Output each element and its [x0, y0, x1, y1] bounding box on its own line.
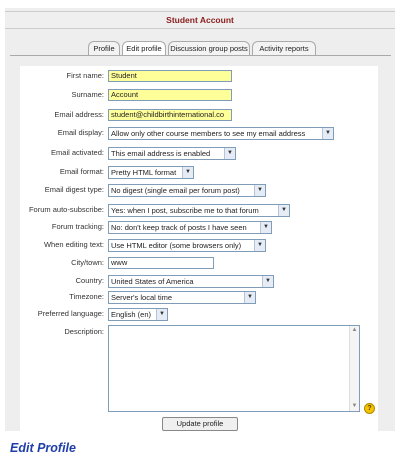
- timezone-select[interactable]: [108, 291, 256, 304]
- editing-select[interactable]: [108, 239, 266, 252]
- row-email-format: [0, 165, 401, 179]
- digest-select[interactable]: [108, 184, 266, 197]
- email-format-value: Pretty HTML format: [111, 168, 177, 177]
- digest-value: No digest (single email per forum post): [111, 186, 240, 195]
- tracking-select[interactable]: [108, 221, 272, 234]
- page-caption: Edit Profile: [10, 441, 76, 455]
- scroll-up-icon[interactable]: ▲: [351, 327, 358, 333]
- row-timezone: [0, 290, 401, 304]
- chevron-down-icon: ▼: [224, 148, 235, 159]
- email-display-label: Email display:: [57, 128, 104, 137]
- email-format-select[interactable]: [108, 166, 194, 179]
- row-digest: [0, 183, 401, 197]
- row-first-name: [0, 69, 401, 83]
- chevron-down-icon: ▼: [260, 222, 271, 233]
- chevron-down-icon: ▼: [182, 167, 193, 178]
- auto-subscribe-value: Yes: when I post, subscribe me to that forum: [111, 206, 259, 215]
- first-name-field[interactable]: Student: [108, 70, 232, 82]
- timezone-value: Server's local time: [111, 293, 173, 302]
- editing-label: When editing text:: [43, 240, 104, 249]
- digest-label: Email digest type:: [44, 185, 104, 194]
- help-icon[interactable]: ?: [364, 403, 375, 414]
- email-field[interactable]: student@childbirthinternational.co: [108, 109, 232, 121]
- first-name-label: First name:: [66, 71, 104, 80]
- chevron-down-icon: ▼: [278, 205, 289, 216]
- update-profile-button[interactable]: Update profile: [162, 417, 238, 431]
- chevron-down-icon: ▼: [254, 240, 265, 251]
- country-label: Country:: [75, 276, 104, 285]
- description-textarea[interactable]: [108, 325, 360, 412]
- page-title: Student Account: [5, 11, 395, 29]
- tab-profile[interactable]: Profile: [88, 41, 120, 55]
- email-activated-label: Email activated:: [51, 148, 104, 157]
- chevron-down-icon: ▼: [254, 185, 265, 196]
- city-field[interactable]: www: [108, 257, 214, 269]
- row-country: [0, 274, 401, 288]
- editing-value: Use HTML editor (some browsers only): [111, 241, 242, 250]
- tab-divider: [10, 55, 391, 56]
- description-scrollbar[interactable]: [349, 326, 359, 411]
- scroll-down-icon[interactable]: ▼: [351, 403, 358, 409]
- description-label: Description:: [64, 327, 104, 336]
- language-select[interactable]: [108, 308, 168, 321]
- tab-discussion-group-posts[interactable]: Discussion group posts: [168, 41, 250, 55]
- surname-label: Surname:: [71, 90, 104, 99]
- tab-bar: [0, 41, 401, 56]
- country-select[interactable]: [108, 275, 274, 288]
- chevron-down-icon: ▼: [156, 309, 167, 320]
- chevron-down-icon: ▼: [322, 128, 333, 139]
- row-surname: [0, 88, 401, 102]
- tab-edit-profile[interactable]: Edit profile: [122, 41, 166, 56]
- chevron-down-icon: ▼: [262, 276, 273, 287]
- auto-subscribe-label: Forum auto-subscribe:: [28, 205, 104, 214]
- email-display-select[interactable]: [108, 127, 334, 140]
- timezone-label: Timezone:: [69, 292, 104, 301]
- email-format-label: Email format:: [59, 167, 104, 176]
- language-value: English (en): [111, 310, 152, 319]
- row-editing: [0, 238, 401, 252]
- row-email: [0, 108, 401, 122]
- auto-subscribe-select[interactable]: [108, 204, 290, 217]
- chevron-down-icon: ▼: [244, 292, 255, 303]
- email-activated-value: This email address is enabled: [111, 149, 211, 158]
- row-tracking: [0, 220, 401, 234]
- email-activated-select[interactable]: [108, 147, 236, 160]
- row-email-display: [0, 126, 401, 140]
- row-city: [0, 256, 401, 270]
- row-language: [0, 307, 401, 321]
- country-value: United States of America: [111, 277, 194, 286]
- email-label: Email address:: [54, 110, 104, 119]
- tracking-label: Forum tracking:: [51, 222, 104, 231]
- language-label: Preferred language:: [37, 309, 104, 318]
- email-display-value: Allow only other course members to see my email address: [111, 129, 306, 138]
- row-auto-subscribe: [0, 203, 401, 217]
- surname-field[interactable]: Account: [108, 89, 232, 101]
- tracking-value: No: don't keep track of posts I have seen: [111, 223, 247, 232]
- tab-activity-reports[interactable]: Activity reports: [252, 41, 316, 55]
- row-email-activated: [0, 146, 401, 160]
- city-label: City/town:: [71, 258, 104, 267]
